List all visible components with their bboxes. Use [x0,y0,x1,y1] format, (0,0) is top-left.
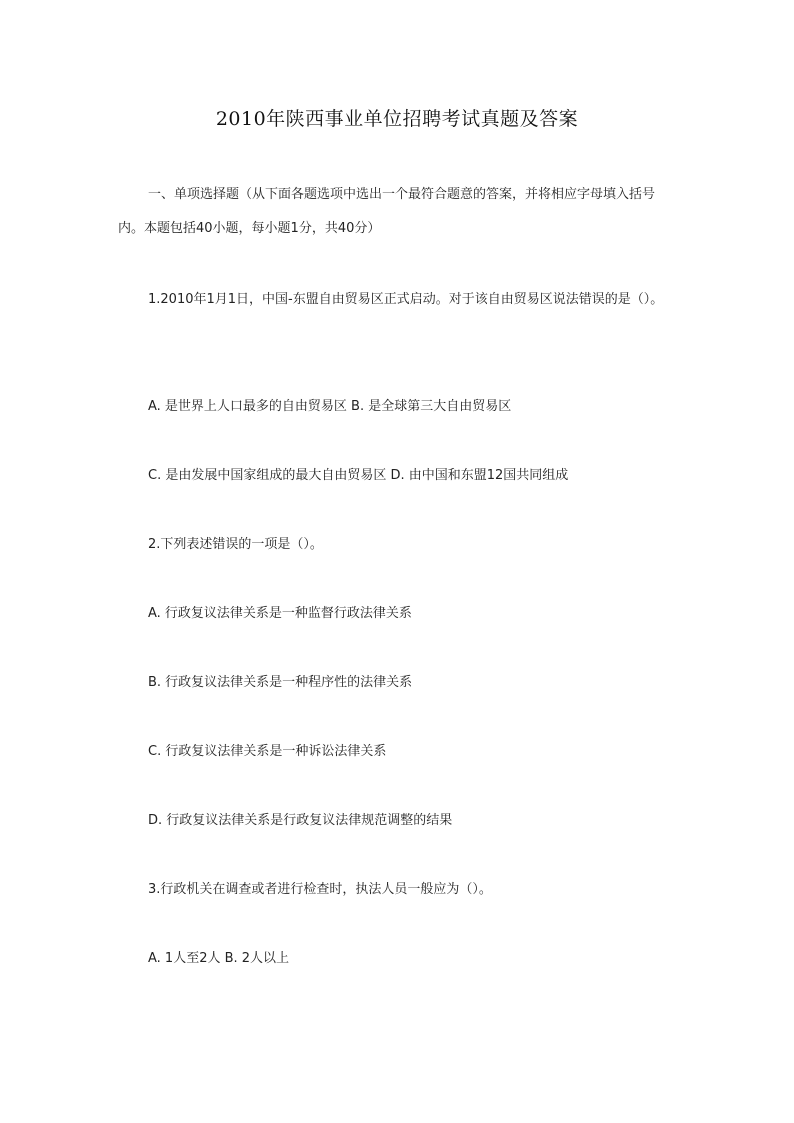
question-2-option-a: A. 行政复议法律关系是一种监督行政法律关系 [148,606,412,621]
question-2-stem: 2.下列表述错误的一项是（）。 [148,537,323,552]
question-2-option-c: C. 行政复议法律关系是一种诉讼法律关系 [148,744,387,759]
question-1-options-line-2: C. 是由发展中国家组成的最大自由贸易区 D. 由中国和东盟12国共同组成 [148,468,569,483]
document-title: 2010年陕西事业单位招聘考试真题及答案 [215,108,579,130]
question-1-stem: 1.2010年1月1日，中国-东盟自由贸易区正式启动。对于该自由贸易区说法错误的是（）。 [148,292,664,307]
question-3-options-line-1: A. 1人至2人 B. 2人以上 [148,951,290,966]
question-2-option-b: B. 行政复议法律关系是一种程序性的法律关系 [148,675,413,690]
section-intro: 一、单项选择题（从下面各题选项中选出一个最符合题意的答案，并将相应字母填入括号内。本题包括40小题，每小题1分，共40分） [118,187,656,236]
question-3-stem: 3.行政机关在调查或者进行检查时，执法人员一般应为（）。 [148,882,492,897]
question-2-option-d: D. 行政复议法律关系是行政复议法律规范调整的结果 [148,813,453,828]
question-1-options-line-1: A. 是世界上人口最多的自由贸易区 B. 是全球第三大自由贸易区 [148,399,512,414]
